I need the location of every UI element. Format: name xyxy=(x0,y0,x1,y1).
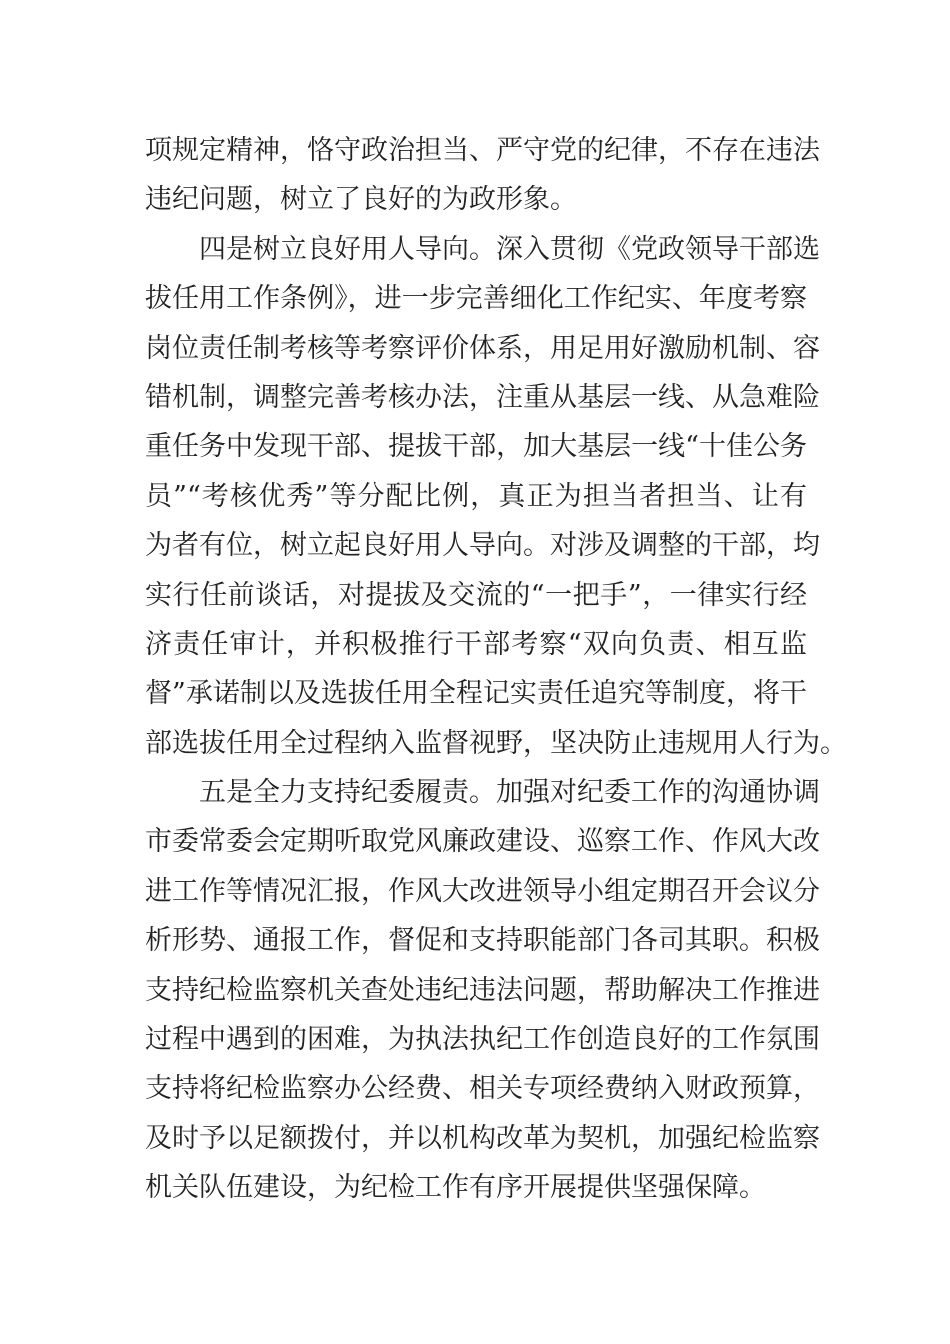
text-line: 四是树立良好用人导向。深入贯彻《党政领导干部选 xyxy=(199,233,820,265)
text-line: 岗位责任制考核等考察评价体系，用足用好激励机制、容 xyxy=(145,332,820,364)
text-line: 重任务中发现干部、提拔干部，加大基层一线“十佳公务 xyxy=(145,431,807,463)
text-line: 机关队伍建设，为纪检工作有序开展提供坚强保障。 xyxy=(145,1172,766,1204)
text-line: 部选拔任用全过程纳入监督视野，坚决防止违规用人行为。 xyxy=(145,727,847,759)
text-line: 市委常委会定期听取党风廉政建设、巡察工作、作风大改 xyxy=(145,826,820,858)
text-line: 析形势、通报工作，督促和支持职能部门各司其职。积极 xyxy=(145,925,820,957)
document-body xyxy=(145,126,847,1213)
text-line: 过程中遇到的困难，为执法执纪工作创造良好的工作氛围 xyxy=(145,1024,820,1056)
text-line: 违纪问题，树立了良好的为政形象。 xyxy=(145,184,577,216)
text-line: 进工作等情况汇报，作风大改进领导小组定期召开会议分 xyxy=(145,875,820,907)
text-line: 五是全力支持纪委履责。加强对纪委工作的沟通协调 xyxy=(199,777,820,809)
text-line: 及时予以足额拨付，并以机构改革为契机，加强纪检监察 xyxy=(145,1122,820,1154)
text-line: 错机制，调整完善考核办法，注重从基层一线、从急难险 xyxy=(145,381,820,413)
text-line: 济责任审计，并积极推行干部考察“双向负责、相互监 xyxy=(145,628,807,660)
text-line: 拔任用工作条例》，进一步完善细化工作纪实、年度考察 xyxy=(145,283,807,315)
text-line: 项规定精神，恪守政治担当、严守党的纪律，不存在违法 xyxy=(145,135,820,166)
text-line: 员”“考核优秀”等分配比例，真正为担当者担当、让有 xyxy=(145,480,807,512)
text-line: 为者有位，树立起良好用人导向。对涉及调整的干部，均 xyxy=(145,530,820,562)
text-line: 支持将纪检监察办公经费、相关专项经费纳入财政预算， xyxy=(145,1073,820,1105)
text-line: 实行任前谈话，对提拔及交流的“一把手”，一律实行经 xyxy=(145,579,807,611)
text-line: 督”承诺制以及选拔任用全程记实责任追究等制度，将干 xyxy=(145,678,807,710)
text-line: 支持纪检监察机关查处违纪违法问题，帮助解决工作推进 xyxy=(145,974,820,1006)
